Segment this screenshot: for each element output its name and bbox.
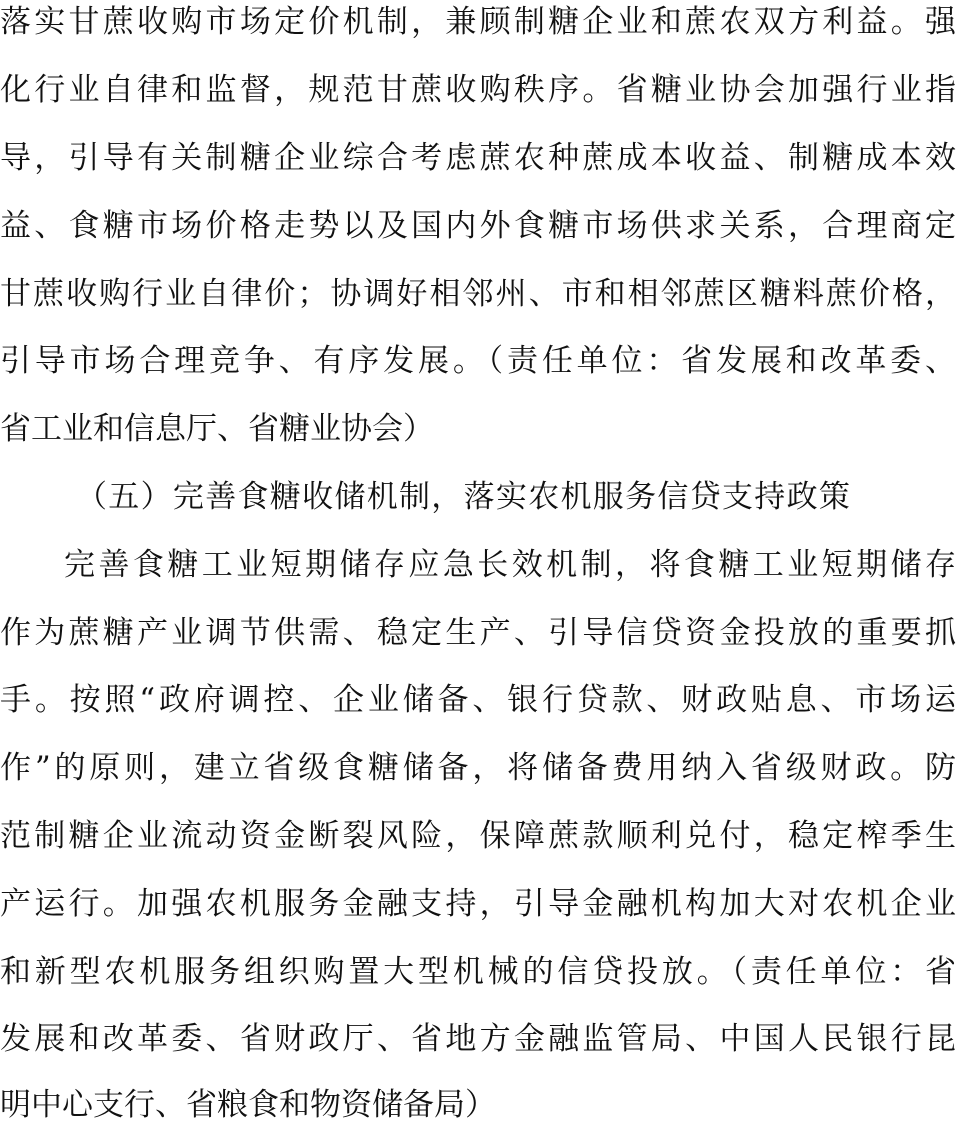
paragraph-2-line-2: 作为蔗糖产业调节供需、稳定生产、引导信贷资金投放的重要抓	[0, 615, 956, 651]
paragraph-1-line-5: 甘蔗收购行业自律价；协调好相邻州、市和相邻蔗区糖料蔗价格，	[0, 276, 956, 312]
paragraph-1-line-6: 引导市场合理竞争、有序发展。（责任单位：省发展和改革委、	[0, 343, 956, 379]
paragraph-2-line-3: 手。按照“政府调控、企业储备、银行贷款、财政贴息、市场运	[0, 682, 956, 718]
paragraph-2-line-4: 作”的原则，建立省级食糖储备，将储备费用纳入省级财政。防	[0, 750, 956, 786]
paragraph-2-line-6: 产运行。加强农机服务金融支持，引导金融机构加大对农机企业	[0, 886, 956, 922]
paragraph-2-line-8: 发展和改革委、省财政厅、省地方金融监管局、中国人民银行昆	[0, 1021, 956, 1057]
section-heading: （五）完善食糖收储机制，落实农机服务信贷支持政策	[76, 479, 852, 515]
paragraph-1-line-7: 省工业和信息厅、省糖业协会）	[0, 411, 434, 447]
paragraph-2-line-7: 和新型农机服务组织购置大型机械的信贷投放。（责任单位：省	[0, 954, 956, 990]
paragraph-1-line-3: 导，引导有关制糖企业综合考虑蔗农种蔗成本收益、制糖成本效	[0, 140, 956, 176]
paragraph-1-line-1: 落实甘蔗收购市场定价机制，兼顾制糖企业和蔗农双方利益。强	[0, 4, 956, 40]
paragraph-1-line-4: 益、食糖市场价格走势以及国内外食糖市场供求关系，合理商定	[0, 208, 956, 244]
paragraph-2-line-5: 范制糖企业流动资金断裂风险，保障蔗款顺利兑付，稳定榨季生	[0, 818, 956, 854]
paragraph-2-line-1: 完善食糖工业短期储存应急长效机制，将食糖工业短期储存	[64, 547, 956, 583]
paragraph-1-line-2: 化行业自律和监督，规范甘蔗收购秩序。省糖业协会加强行业指	[0, 72, 956, 108]
paragraph-2-line-9: 明中心支行、省粮食和物资储备局）	[0, 1087, 496, 1123]
